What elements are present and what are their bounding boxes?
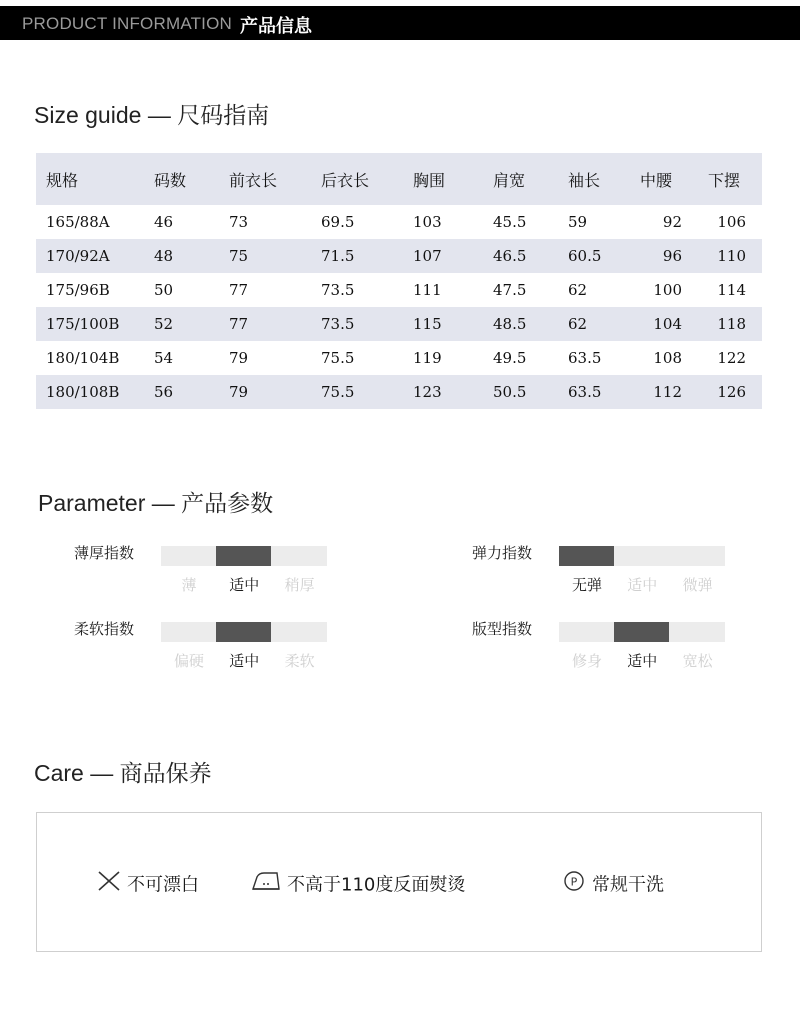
table-header-cell: 后衣长: [311, 153, 403, 205]
table-cell: 62: [558, 307, 630, 341]
parameter-bar-fill: [559, 546, 614, 566]
table-cell: 50: [154, 281, 174, 299]
table-cell: 62: [568, 281, 588, 299]
header-bar: [0, 6, 800, 40]
care-item-iron: [251, 870, 465, 897]
parameter-label: 弹力指数: [472, 544, 533, 562]
table-cell: 104: [630, 307, 698, 341]
table-cell: 106: [717, 213, 746, 231]
table-cell: 119: [413, 349, 442, 367]
table-cell: 48: [144, 239, 219, 273]
table-cell: 108: [653, 349, 682, 367]
table-cell: 112: [630, 375, 698, 409]
care-title-zh: 商品保养: [119, 761, 212, 787]
table-cell: 123: [403, 375, 483, 409]
table-cell: 47.5: [493, 281, 527, 299]
table-cell: 60.5: [558, 239, 630, 273]
table-row: [36, 273, 762, 307]
table-cell: 52: [144, 307, 219, 341]
table-cell: 110: [698, 239, 762, 273]
parameter-bar: [161, 546, 327, 566]
parameter-option: 宽松: [682, 652, 713, 670]
table-cell: 180/108B: [36, 375, 144, 409]
care-title: [34, 755, 212, 788]
parameter-option: 适中: [627, 652, 658, 670]
parameter-title-zh: 产品参数: [181, 491, 274, 517]
parameter-bar-fill: [216, 546, 271, 566]
care-text-dry-clean: 常规干洗: [592, 874, 664, 896]
table-cell: 175/96B: [46, 281, 110, 299]
care-box: [36, 812, 762, 952]
parameter-bar: [559, 622, 725, 642]
table-row: [36, 239, 762, 273]
table-cell: 71.5: [311, 239, 403, 273]
parameter-option: 无弹: [571, 576, 602, 594]
table-cell: 46.5: [483, 239, 558, 273]
parameter-bar: [161, 622, 327, 642]
parameter-title-en: Parameter: [38, 490, 146, 516]
parameter-option: 薄: [181, 576, 197, 594]
table-row: [36, 375, 762, 409]
table-cell: 100: [653, 281, 682, 299]
table-cell: 73.5: [311, 307, 403, 341]
table-cell: 75.5: [321, 349, 355, 367]
table-cell: 175/100B: [36, 307, 144, 341]
table-row: [36, 307, 762, 341]
table-cell: 63.5: [558, 375, 630, 409]
table-cell: 75: [219, 239, 311, 273]
parameter-option: 修身: [571, 652, 602, 670]
table-row: [36, 205, 762, 239]
care-item-dry-clean: [562, 870, 664, 897]
size-guide-title-en: Size guide: [34, 102, 142, 128]
parameter-option: 微弹: [682, 576, 713, 594]
dry-clean-p-icon: [562, 870, 586, 897]
care-item-no-bleach: [97, 870, 199, 897]
table-header-cell: 袖长: [558, 153, 630, 205]
table-cell: 69.5: [321, 213, 355, 231]
parameter-option: 稍厚: [284, 576, 315, 594]
table-header-cell: 下摆: [698, 153, 762, 205]
header-title-zh: 产品信息: [240, 16, 312, 37]
table-header-cell: 规格: [36, 153, 144, 205]
table-cell: 59: [568, 213, 588, 231]
table-cell: 75.5: [311, 375, 403, 409]
table-cell: 77: [219, 307, 311, 341]
parameter-option: 偏硬: [173, 652, 204, 670]
parameter-option: 适中: [229, 652, 260, 670]
no-bleach-icon: [97, 870, 121, 897]
table-cell: 73: [229, 213, 249, 231]
table-header-cell: 肩宽: [483, 153, 558, 205]
table-cell: 92: [662, 213, 682, 231]
parameter-label: 薄厚指数: [74, 544, 135, 562]
table-cell: 118: [698, 307, 762, 341]
table-cell: 115: [403, 307, 483, 341]
table-cell: 46: [154, 213, 174, 231]
table-cell: 49.5: [493, 349, 527, 367]
table-cell: 77: [229, 281, 249, 299]
parameter-option: 柔软: [284, 652, 315, 670]
table-cell: 126: [698, 375, 762, 409]
table-cell: 96: [630, 239, 698, 273]
parameter-label: 版型指数: [472, 620, 533, 638]
table-cell: 45.5: [493, 213, 527, 231]
care-text-iron: 不高于110度反面熨烫: [287, 874, 466, 896]
size-guide-title-dash: —: [147, 102, 171, 128]
parameter-option: 适中: [229, 576, 260, 594]
table-cell: 107: [403, 239, 483, 273]
parameter-label: 柔软指数: [74, 620, 135, 638]
table-cell: 165/88A: [46, 213, 110, 231]
table-cell: 79: [229, 349, 249, 367]
table-header-row: [36, 153, 762, 205]
table-cell: 73.5: [321, 281, 355, 299]
table-row: [36, 341, 762, 375]
table-cell: 170/92A: [36, 239, 144, 273]
size-guide-title-zh: 尺码指南: [177, 103, 270, 129]
table-cell: 54: [154, 349, 174, 367]
parameter-bar-fill: [614, 622, 669, 642]
table-cell: 63.5: [568, 349, 602, 367]
table-cell: 48.5: [483, 307, 558, 341]
table-cell: 103: [413, 213, 442, 231]
table-cell: 79: [219, 375, 311, 409]
parameter-bar: [559, 546, 725, 566]
parameter-bar-fill: [216, 622, 271, 642]
parameter-option: 适中: [627, 576, 658, 594]
header-title-en: PRODUCT INFORMATION: [22, 14, 232, 33]
table-cell: 111: [413, 281, 442, 299]
dry-clean-p-glyph: P: [570, 875, 578, 889]
table-header-cell: 码数: [144, 153, 219, 205]
table-header-cell: 前衣长: [219, 153, 311, 205]
table-header-cell: 中腰: [630, 153, 698, 205]
care-text-no-bleach: 不可漂白: [127, 874, 199, 896]
table-header-cell: 胸围: [403, 153, 483, 205]
table-cell: 50.5: [483, 375, 558, 409]
parameter-title-dash: —: [151, 490, 175, 516]
care-title-dash: —: [90, 760, 114, 786]
table-cell: 180/104B: [46, 349, 120, 367]
table-cell: 56: [144, 375, 219, 409]
care-title-en: Care: [34, 760, 84, 786]
size-guide-title: [34, 97, 269, 130]
table-cell: 114: [717, 281, 746, 299]
parameter-title: [38, 485, 273, 518]
table-cell: 122: [717, 349, 746, 367]
iron-icon: [251, 870, 281, 897]
size-table: [36, 153, 762, 409]
